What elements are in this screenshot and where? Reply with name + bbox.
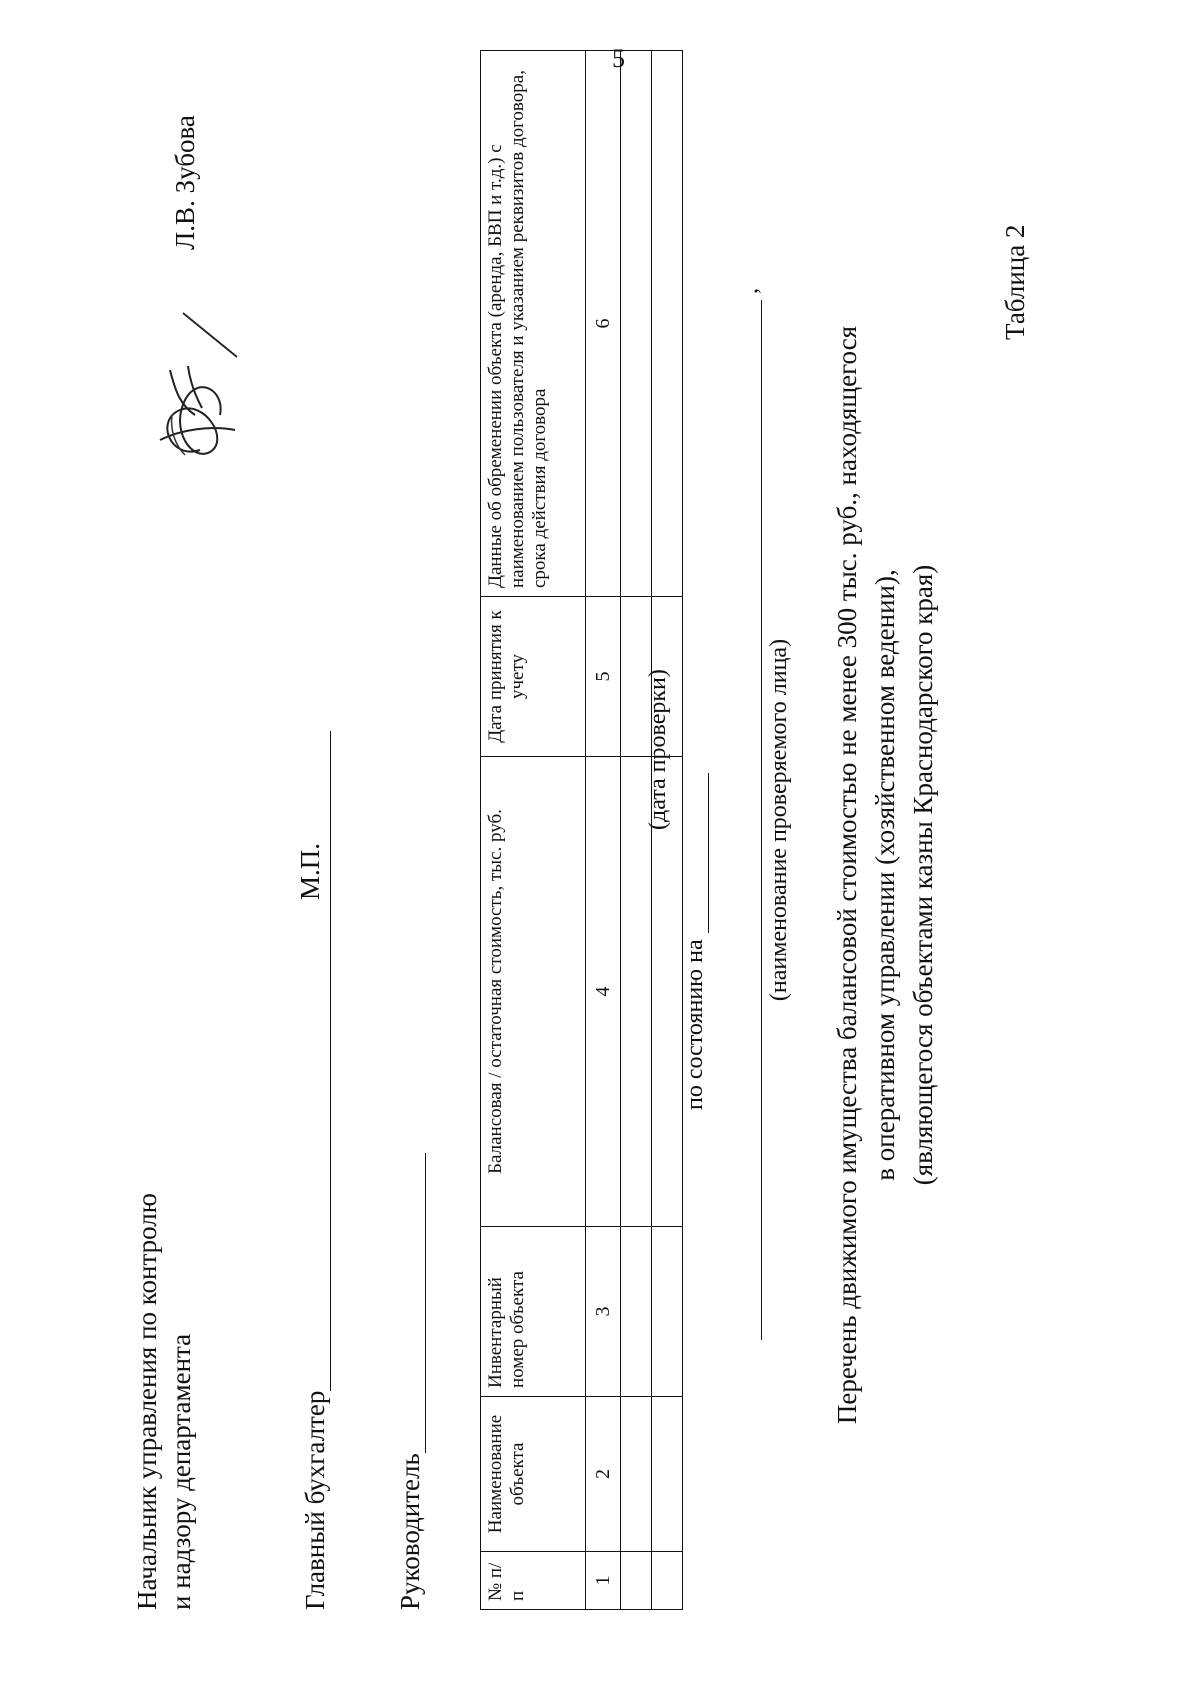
table-cell [652,1397,683,1552]
column-number: 6 [586,51,621,597]
column-number: 4 [586,757,621,1227]
chief-title [130,1193,198,1610]
header-cell: Инвентарный номер объекта [481,1227,586,1397]
stamp-mark: М.П. [295,842,325,900]
rotated-sheet [0,10,1180,1690]
accountant-label: Главный бухгалтер [300,1390,330,1610]
accountant-signature-line [306,731,331,1391]
table-cell [652,1227,683,1397]
column-number: 5 [586,597,621,757]
chief-title-line-1: Начальник управления по контролю [132,1193,162,1610]
signature-slash [175,305,245,365]
column-number: 2 [586,1397,621,1552]
head-signature-row [395,1153,426,1610]
table-cell [621,1227,652,1397]
entity-blank-line [737,288,763,1340]
chief-name: Л.В. Зубова [170,115,200,250]
page-number: 5 [612,44,625,73]
table-cell [621,1397,652,1552]
document-title [828,260,942,1490]
entity-label: (наименование проверяемого лица) [766,638,792,1002]
table-header-row [481,51,586,1610]
date-label: (дата проверки) [645,669,671,830]
table-cell [621,51,652,597]
entity-comma: , [737,288,763,294]
table-caption: Таблица 2 [1000,224,1030,340]
table-cell [652,757,683,1227]
title-line-3: (являющегося объектами казны Краснодарского края) [908,564,938,1186]
header-cell: Балансовая / остаточная стоимость, тыс. руб. [481,757,586,1227]
header-cell: Наименование объекта [481,1397,586,1552]
header-cell: № п/п [481,1552,586,1610]
header-cell: Данные об обременении объекта (аренда, БВП и т.д.) с наименованием пользователя и указанием реквизитов договора, срока действия договора [481,51,586,597]
property-table [480,50,683,1610]
header-cell: Дата принятия к учету [481,597,586,757]
column-number: 3 [586,1227,621,1397]
as-of-row [682,773,709,1110]
column-number-row [586,51,621,1610]
head-label: Руководитель [395,1453,425,1610]
chief-title-line-2: и надзору департамента [166,1333,196,1610]
handwritten-signature [140,360,250,470]
table-row [652,51,683,1610]
table-cell [652,1552,683,1610]
title-line-1: Перечень движимого имущества балансовой стоимостью не менее 300 тыс. руб., находящегося [832,325,862,1425]
table-cell [652,597,683,757]
as-of-prefix: по состоянию на [682,939,708,1110]
table-cell [621,757,652,1227]
head-signature-line [401,1153,426,1453]
table-cell [652,51,683,597]
entity-field [737,270,793,1370]
table-cell [621,1552,652,1610]
date-blank-line [686,773,709,933]
column-number: 1 [586,1552,621,1610]
table-cell [621,597,652,757]
title-line-2: в оперативном управлении (хозяйственном ведении), [870,569,900,1181]
table-row [621,51,652,1610]
